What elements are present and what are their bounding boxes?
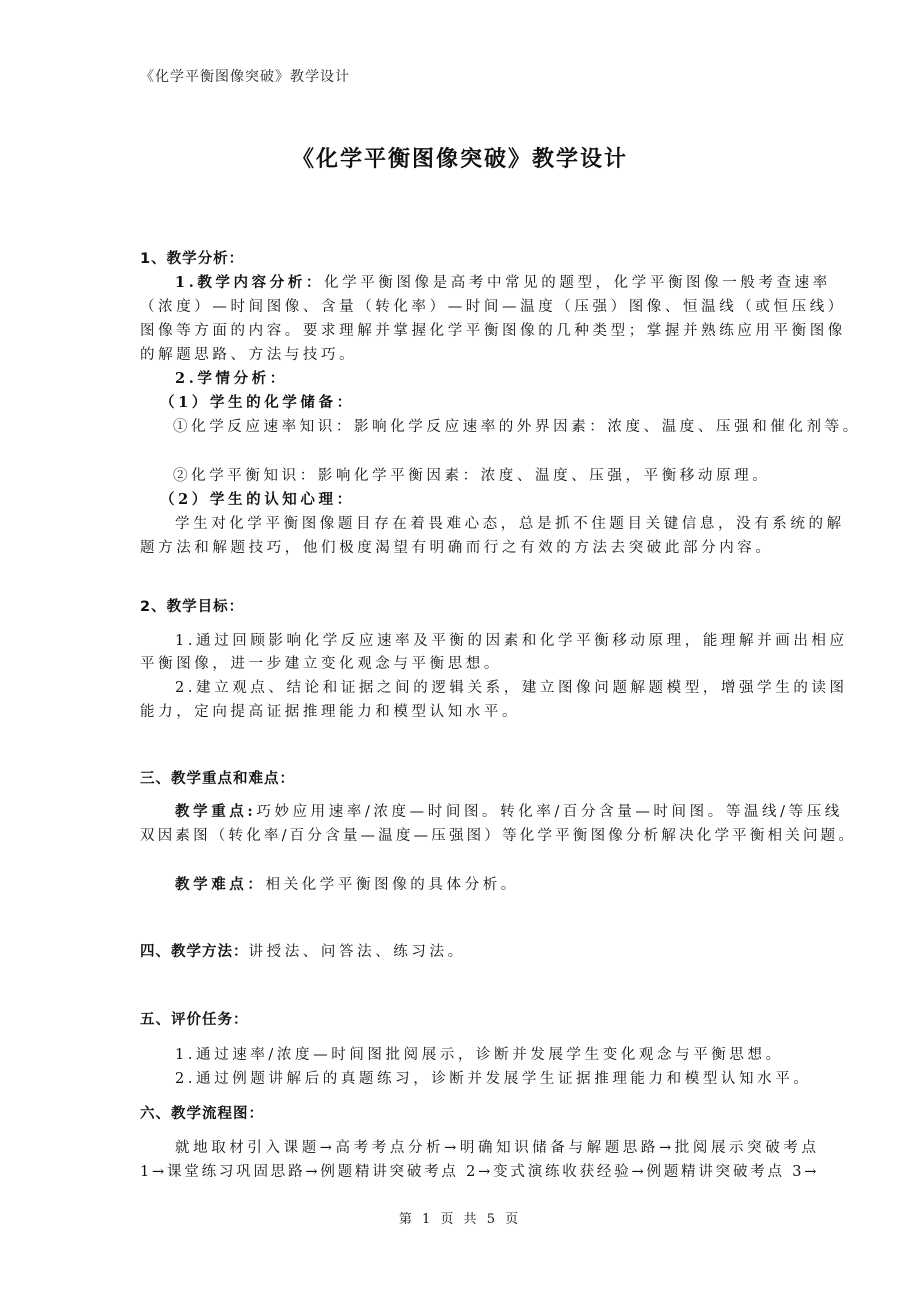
subheading: （2）学生的认知心理： bbox=[160, 491, 355, 508]
subheading: （1）学生的化学储备： bbox=[160, 394, 355, 411]
section-heading: 1、教学分析： bbox=[140, 251, 245, 267]
section-heading: 六、教学流程图： bbox=[140, 1106, 264, 1122]
paragraph-line: 双因素图（转化率/百分含量—温度—压强图）等化学平衡图像分析解决化学平衡相关问题。 bbox=[140, 828, 857, 844]
paragraph-line: 1.通过速率/浓度—时间图批阅展示，诊断并发展学生变化观念与平衡思想。 bbox=[175, 1047, 784, 1063]
paragraph-label: 教学难点： bbox=[175, 876, 266, 893]
section-heading: 2、教学目标： bbox=[140, 599, 245, 615]
page-footer: 第 1 页 共 5 页 bbox=[398, 1212, 522, 1227]
paragraph-label: 1.教学内容分析： bbox=[175, 274, 325, 291]
paragraph-line: 图像等方面的内容。要求理解并掌握化学平衡图像的几种类型；掌握并熟练应用平衡图像 bbox=[140, 323, 846, 339]
paragraph-text: 巧妙应用速率/浓度—时间图。转化率/百分含量—时间图。等温线/等压线 bbox=[256, 804, 843, 820]
section-heading: 五、评价任务： bbox=[140, 1012, 249, 1028]
paragraph-line: 的解题思路、方法与技巧。 bbox=[140, 347, 358, 363]
paragraph-text: 化学平衡图像是高考中常见的题型，化学平衡图像一般考查速率 bbox=[324, 275, 831, 291]
paragraph-label: 教学重点: bbox=[175, 803, 257, 820]
subheading: 2.学情分析： bbox=[175, 370, 288, 387]
flow-line: 就地取材引入课题→高考考点分析→明确知识储备与解题思路→批阅展示突破考点 bbox=[175, 1140, 820, 1156]
flow-line: 1→课堂练习巩固思路→例题精讲突破考点 2→变式演练收获经验→例题精讲突破考点 3→ bbox=[140, 1164, 820, 1180]
document-title: 《化学平衡图像突破》教学设计 bbox=[291, 147, 628, 172]
paragraph-line bbox=[175, 876, 519, 894]
paragraph-line: 题方法和解题技巧，他们极度渴望有明确而行之有效的方法去突破此部分内容。 bbox=[140, 540, 774, 556]
paragraph-line: 学生对化学平衡图像题目存在着畏难心态，总是抓不住题目关键信息，没有系统的解 bbox=[175, 516, 845, 532]
paragraph-line bbox=[175, 803, 843, 821]
paragraph-line: 平衡图像，进一步建立变化观念与平衡思想。 bbox=[140, 656, 502, 672]
paragraph-line bbox=[140, 943, 466, 961]
paragraph-text: 讲授法、问答法、练习法。 bbox=[248, 944, 466, 960]
paragraph-line bbox=[175, 274, 831, 292]
section-heading: 三、教学重点和难点： bbox=[140, 771, 295, 787]
running-header: 《化学平衡图像突破》教学设计 bbox=[140, 69, 350, 85]
section-heading: 四、教学方法： bbox=[140, 944, 249, 960]
paragraph-line: （浓度）—时间图像、含量（转化率）—时间—温度（压强）图像、恒温线（或恒压线） bbox=[140, 299, 846, 315]
paragraph-line: 2.建立观点、结论和证据之间的逻辑关系，建立图像问题解题模型，增强学生的读图 bbox=[175, 680, 848, 696]
list-item: ②化学平衡知识：影响化学平衡因素：浓度、温度、压强，平衡移动原理。 bbox=[173, 468, 771, 484]
list-item: ①化学反应速率知识：影响化学反应速率的外界因素：浓度、温度、压强和催化剂等。 bbox=[173, 419, 861, 435]
paragraph-line: 1.通过回顾影响化学反应速率及平衡的因素和化学平衡移动原理，能理解并画出相应 bbox=[175, 633, 848, 649]
paragraph-line: 能力，定向提高证据推理能力和模型认知水平。 bbox=[140, 704, 521, 720]
paragraph-line: 2.通过例题讲解后的真题练习，诊断并发展学生证据推理能力和模型认知水平。 bbox=[175, 1071, 812, 1087]
paragraph-text: 相关化学平衡图像的具体分析。 bbox=[265, 877, 519, 893]
